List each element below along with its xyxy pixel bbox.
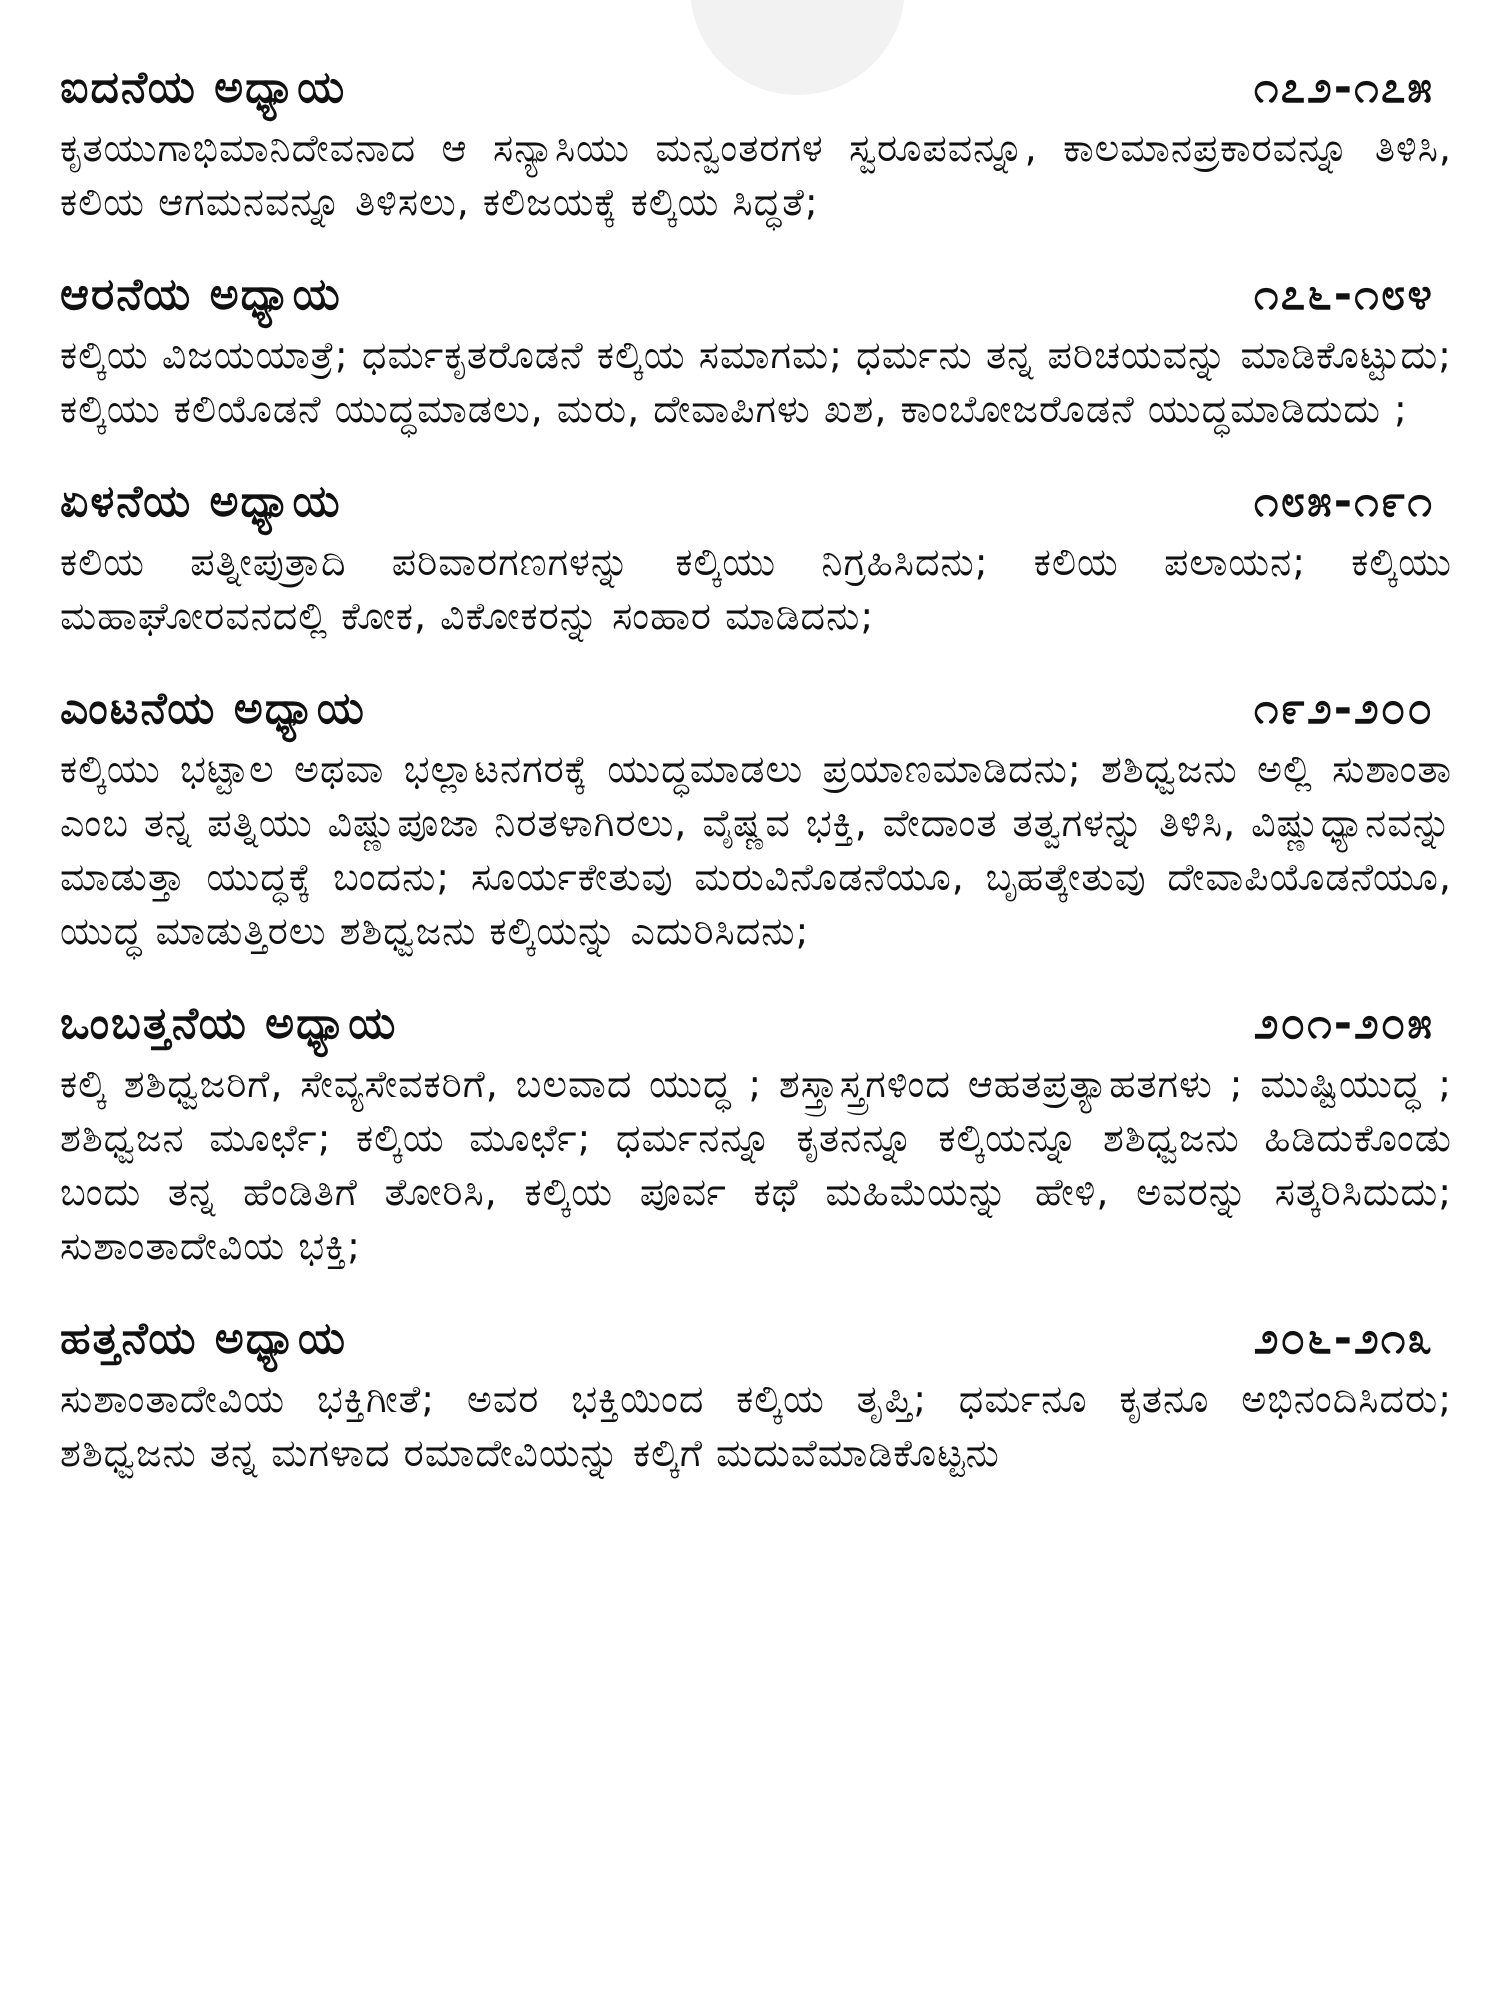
chapter-title: ಹತ್ತನೆಯ ಅಧ್ಯಾಯ — [60, 1313, 347, 1364]
page-range: ೧೮೫-೧೯೧ — [1253, 476, 1434, 527]
chapter-header — [60, 62, 1452, 113]
page-range: ೧೯೨-೨೦೦ — [1253, 683, 1434, 734]
chapter-summary: ಕಲ್ಕಿಯ ವಿಜಯಯಾತ್ರೆ; ಧರ್ಮಕೃತರೊಡನೆ ಕಲ್ಕಿಯ ಸಮಾಗಮ; ಧರ್ಮನು ತನ್ನ ಪರಿಚಯವನ್ನು ಮಾಡಿಕೊಟ್ಟುದು; ಕಲ್ಕಿಯು ಕಲಿಯೊಡನೆ ಯುದ್ಧಮಾಡಲು, ಮರು, ದೇವಾಪಿಗಳು ಖಶ, ಕಾಂಬೋಜರೊಡನೆ ಯುದ್ಧಮಾಡಿದುದು ; — [60, 333, 1452, 431]
chapter-title: ಎಂಟನೆಯ ಅಧ್ಯಾಯ — [60, 683, 366, 734]
chapter-7 — [60, 476, 1452, 643]
page-range: ೨೦೧-೨೦೫ — [1253, 998, 1434, 1049]
chapter-header — [60, 269, 1452, 320]
chapter-summary: ಕಲಿಯ ಪತ್ನೀಪುತ್ರಾದಿ ಪರಿವಾರಗಣಗಳನ್ನು ಕಲ್ಕಿಯು ನಿಗ್ರಹಿಸಿದನು; ಕಲಿಯ ಪಲಾಯನ; ಕಲ್ಕಿಯು ಮಹಾಘೋರವನದಲ್ಲಿ ಕೋಕ, ವಿಕೋಕರನ್ನು ಸಂಹಾರ ಮಾಡಿದನು; — [60, 540, 1452, 638]
chapter-summary: ಕಲ್ಕಿ ಶಶಿಧ್ವಜರಿಗೆ, ಸೇವ್ಯಸೇವಕರಿಗೆ, ಬಲವಾದ ಯುದ್ಧ ; ಶಸ್ತ್ರಾಸ್ತ್ರಗಳಿಂದ ಆಹತಪ್ರತ್ಯಾಹತಗಳು ; ಮುಷ್ಟಿಯುದ್ಧ ; ಶಶಿಧ್ವಜನ ಮೂರ್ಛೆ; ಕಲ್ಕಿಯ ಮೂರ್ಛೆ; ಧರ್ಮನನ್ನೂ ಕೃತನನ್ನೂ ಕಲ್ಕಿಯನ್ನೂ ಶಶಿಧ್ವಜನು ಹಿಡಿದುಕೊಂಡು ಬಂದು ತನ್ನ ಹೆಂಡಿತಿಗೆ ತೋರಿಸಿ, ಕಲ್ಕಿಯ ಪೂರ್ವ ಕಥೆ ಮಹಿಮೆಯನ್ನು ಹೇಳಿ, ಅವರನ್ನು ಸತ್ಕರಿಸಿದುದು; ಸುಶಾಂತಾದೇವಿಯ ಭಕ್ತಿ; — [60, 1062, 1452, 1268]
chapter-title: ಐದನೆಯ ಅಧ್ಯಾಯ — [60, 62, 347, 113]
page-range: ೧೭೬-೧೮೪ — [1253, 269, 1434, 320]
chapter-title: ಏಳನೆಯ ಅಧ್ಯಾಯ — [60, 476, 342, 527]
page-range: ೧೭೨-೧೭೫ — [1253, 62, 1434, 113]
chapter-6 — [60, 269, 1452, 436]
chapter-title: ಒಂಬತ್ತನೆಯ ಅಧ್ಯಾಯ — [60, 998, 398, 1049]
chapter-9 — [60, 998, 1452, 1273]
chapter-title: ಆರನೆಯ ಅಧ್ಯಾಯ — [60, 269, 342, 320]
page-range: ೨೦೬-೨೧೩ — [1253, 1313, 1434, 1364]
chapter-summary: ಕೃತಯುಗಾಭಿಮಾನಿದೇವನಾದ ಆ ಸನ್ಯಾಸಿಯು ಮನ್ವಂತರಗಳ ಸ್ವರೂಪವನ್ನೂ, ಕಾಲಮಾನಪ್ರಕಾರವನ್ನೂ ತಿಳಿಸಿ, ಕಲಿಯ ಆಗಮನವನ್ನೂ ತಿಳಿಸಲು, ಕಲಿಜಯಕ್ಕೆ ಕಲ್ಕಿಯ ಸಿದ್ಧತೆ; — [60, 126, 1452, 224]
chapter-header — [60, 998, 1452, 1049]
chapter-summary: ಸುಶಾಂತಾದೇವಿಯ ಭಕ್ತಿಗೀತೆ; ಅವರ ಭಕ್ತಿಯಿಂದ ಕಲ್ಕಿಯ ತೃಪ್ತಿ; ಧರ್ಮನೂ ಕೃತನೂ ಅಭಿನಂದಿಸಿದರು; ಶಶಿಧ್ವಜನು ತನ್ನ ಮಗಳಾದ ರಮಾದೇವಿಯನ್ನು ಕಲ್ಕಿಗೆ ಮದುವೆಮಾಡಿಕೊಟ್ಟನು — [60, 1377, 1452, 1475]
chapter-header — [60, 476, 1452, 527]
chapter-header — [60, 1313, 1452, 1364]
chapter-10 — [60, 1313, 1452, 1480]
chapter-summary: ಕಲ್ಕಿಯು ಭಟ್ಟಾಲ ಅಥವಾ ಭಲ್ಲಾಟನಗರಕ್ಕೆ ಯುದ್ಧಮಾಡಲು ಪ್ರಯಾಣಮಾಡಿದನು; ಶಶಿಧ್ವಜನು ಅಲ್ಲಿ ಸುಶಾಂತಾ ಎಂಬ ತನ್ನ ಪತ್ನಿಯು ವಿಷ್ಣುಪೂಜಾ ನಿರತಳಾಗಿರಲು, ವೈಷ್ಣವ ಭಕ್ತಿ, ವೇದಾಂತ ತತ್ವಗಳನ್ನು ತಿಳಿಸಿ, ವಿಷ್ಣುಧ್ಯಾನವನ್ನು ಮಾಡುತ್ತಾ ಯುದ್ಧಕ್ಕೆ ಬಂದನು; ಸೂರ್ಯಕೇತುವು ಮರುವಿನೊಡನೆಯೂ, ಬೃಹತ್ಕೇತುವು ದೇವಾಪಿಯೊಡನೆಯೂ, ಯುದ್ಧ ಮಾಡುತ್ತಿರಲು ಶಶಿಧ್ವಜನು ಕಲ್ಕಿಯನ್ನು ಎದುರಿಸಿದನು; — [60, 747, 1452, 953]
chapter-8 — [60, 683, 1452, 958]
chapter-header — [60, 683, 1452, 734]
chapter-5 — [60, 62, 1452, 229]
